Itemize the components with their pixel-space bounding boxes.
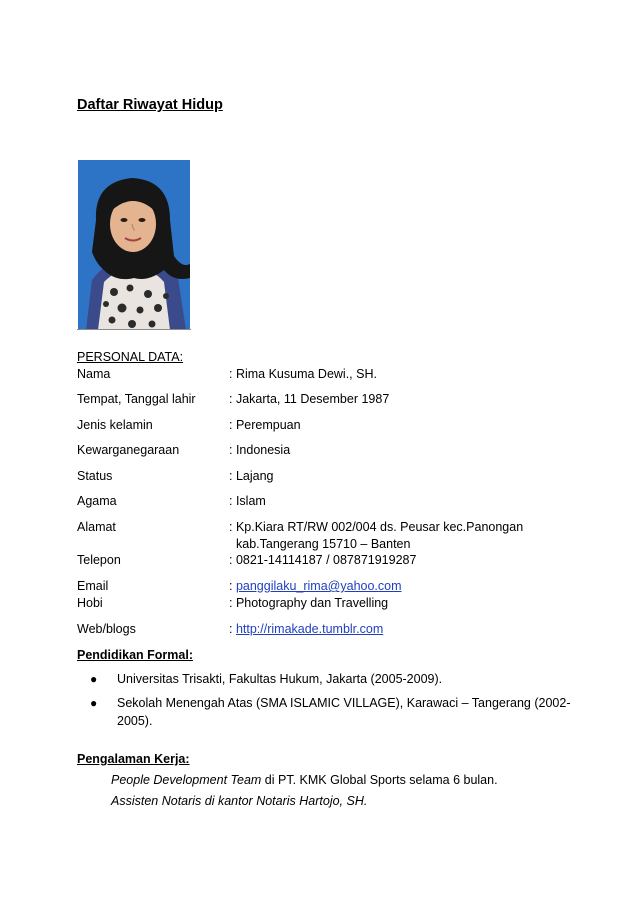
education-item-line2: 2005). <box>117 714 153 728</box>
value-web-blogs <box>229 622 383 636</box>
label-web-blogs: Web/blogs <box>77 622 136 636</box>
blog-link[interactable]: http://rimakade.tumblr.com <box>235 622 384 636</box>
value-alamat: : Kp.Kiara RT/RW 002/004 ds. Peusar kec.Panongan <box>229 520 524 534</box>
profile-photo <box>78 160 190 330</box>
label-email: Email <box>77 579 109 593</box>
label-telepon: Telepon <box>77 553 121 567</box>
experience-role: Assisten Notaris di kantor Notaris Hartojo, SH. <box>111 794 368 808</box>
personal-data-heading: PERSONAL DATA: <box>77 350 184 364</box>
label-status: Status <box>77 469 113 483</box>
email-link[interactable]: panggilaku_rima@yahoo.com <box>235 579 402 593</box>
experience-heading: Pengalaman Kerja: <box>77 752 190 766</box>
experience-role: People Development Team <box>111 773 262 787</box>
bullet-icon: ● <box>90 696 98 710</box>
page-title: Daftar Riwayat Hidup <box>77 97 223 113</box>
label-nama: Nama <box>77 367 111 381</box>
photo-underline <box>77 329 191 330</box>
email-prefix: : <box>229 579 236 593</box>
value-jenis-kelamin: : Perempuan <box>229 418 301 432</box>
label-agama: Agama <box>77 494 117 508</box>
value-telepon: : 0821-14114187 / 087871919287 <box>229 553 417 567</box>
experience-item <box>111 794 367 808</box>
education-item: Universitas Trisakti, Fakultas Hukum, Jakarta (2005-2009). <box>117 672 443 686</box>
value-hobi: : Photography dan Travelling <box>229 596 389 610</box>
education-heading: Pendidikan Formal: <box>77 648 193 662</box>
value-nama: : Rima Kusuma Dewi., SH. <box>229 367 377 381</box>
label-jenis-kelamin: Jenis kelamin <box>77 418 153 432</box>
web-prefix: : <box>229 622 236 636</box>
value-email <box>229 579 402 593</box>
value-kewarganegaraan: : Indonesia <box>229 443 291 457</box>
label-hobi: Hobi <box>77 596 103 610</box>
value-tempat-tanggal-lahir: : Jakarta, 11 Desember 1987 <box>229 392 390 406</box>
education-item: Sekolah Menengah Atas (SMA ISLAMIC VILLAGE), Karawaci – Tangerang (2002- <box>117 696 571 710</box>
label-kewarganegaraan: Kewarganegaraan <box>77 443 180 457</box>
value-alamat-line2: kab.Tangerang 15710 – Banten <box>236 537 411 551</box>
label-tempat-tanggal-lahir: Tempat, Tanggal lahir <box>77 392 196 406</box>
value-status: : Lajang <box>229 469 274 483</box>
value-agama: : Islam <box>229 494 266 508</box>
bullet-icon: ● <box>90 672 98 686</box>
experience-item <box>111 773 498 787</box>
label-alamat: Alamat <box>77 520 116 534</box>
experience-detail: di PT. KMK Global Sports selama 6 bulan. <box>261 773 498 787</box>
